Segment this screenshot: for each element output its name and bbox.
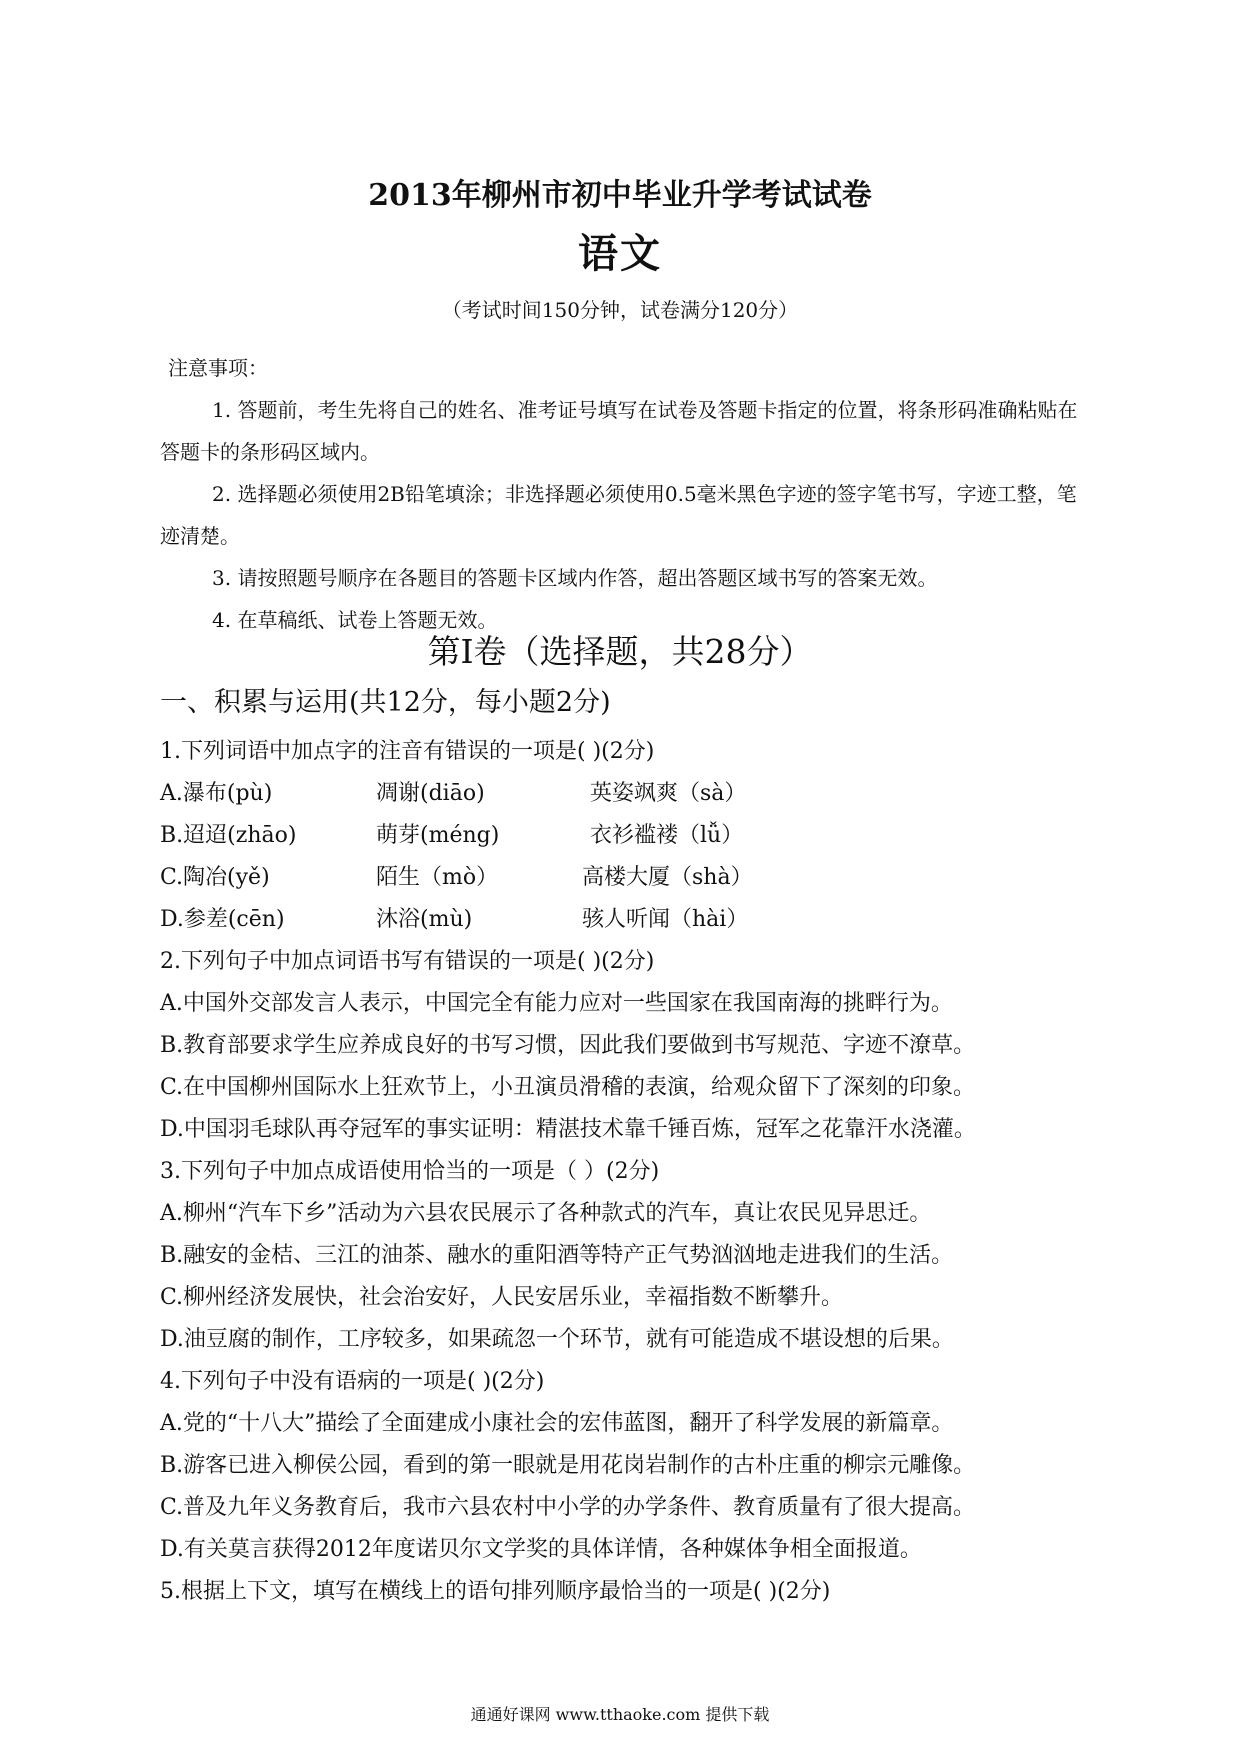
q1-option-c-1: C.陶冶(yě) <box>160 865 270 890</box>
notice-item-4: 4. 在草稿纸、试卷上答题无效。 <box>212 608 498 632</box>
question-2-stem: 2.下列句子中加点词语书写有错误的一项是( )(2分) <box>160 949 655 974</box>
q4-option-d: D.有关莫言获得2012年度诺贝尔文学奖的具体详情，各种媒体争相全面报道。 <box>160 1537 922 1562</box>
q1-option-a-2: 凋谢(diāo) <box>376 781 485 806</box>
notice-title: 注意事项： <box>168 356 268 380</box>
question-4-stem: 4.下列句子中没有语病的一项是( )(2分) <box>160 1369 545 1394</box>
q1-option-d-1: D.参差(cēn) <box>160 907 285 932</box>
section-one-title: 一、积累与运用(共12分，每小题2分) <box>160 687 611 718</box>
q1-option-c-3: 高楼大厦（shà） <box>582 865 753 890</box>
question-3-stem: 3.下列句子中加点成语使用恰当的一项是（ ）(2分) <box>160 1159 660 1184</box>
q1-option-b-2: 萌芽(méng) <box>376 823 500 848</box>
q1-option-d-2: 沐浴(mù) <box>376 907 473 932</box>
exam-title: 2013年柳州市初中毕业升学考试试卷 <box>368 178 872 213</box>
q1-option-a-1: A.瀑布(pù) <box>160 781 273 806</box>
page-footer: 通通好课网 www.tthaoke.com 提供下载 <box>470 1705 770 1724</box>
exam-subject: 语文 <box>578 230 662 277</box>
q4-option-a: A.党的“十八大”描绘了全面建成小康社会的宏伟蓝图，翻开了科学发展的新篇章。 <box>160 1411 954 1436</box>
q1-option-b-3: 衣衫褴褛（lǚ） <box>590 823 744 848</box>
q3-option-a: A.柳州“汽车下乡”活动为六县农民展示了各种款式的汽车，真让农民见异思迁。 <box>160 1201 932 1226</box>
q1-option-a-3: 英姿飒爽（sà） <box>590 781 747 806</box>
notice-item-2: 2. 选择题必须使用2B铅笔填涂；非选择题必须使用0.5毫米黑色字迹的签字笔书写，字迹工整，笔迹清楚。 <box>160 482 1077 548</box>
q2-option-d: D.中国羽毛球队再夺冠军的事实证明：精湛技术靠千锤百炼，冠军之花靠汗水浇灌。 <box>160 1117 976 1142</box>
q4-option-c: C.普及九年义务教育后，我市六县农村中小学的办学条件、教育质量有了很大提高。 <box>160 1495 976 1520</box>
q3-option-d: D.油豆腐的制作，工序较多，如果疏忽一个环节，就有可能造成不堪设想的后果。 <box>160 1327 954 1352</box>
q3-option-c: C.柳州经济发展快，社会治安好，人民安居乐业，幸福指数不断攀升。 <box>160 1285 844 1310</box>
q3-option-b: B.融安的金桔、三江的油茶、融水的重阳酒等特产正气势汹汹地走进我们的生活。 <box>160 1243 954 1268</box>
q1-option-d-3: 骇人听闻（hài） <box>582 907 749 932</box>
q4-option-b: B.游客已进入柳侯公园，看到的第一眼就是用花岗岩制作的古朴庄重的柳宗元雕像。 <box>160 1453 976 1478</box>
q1-option-b-1: B.迢迢(zhāo) <box>160 823 297 848</box>
exam-time-info: （考试时间150分钟，试卷满分120分） <box>441 298 799 322</box>
q1-option-c-2: 陌生（mò） <box>376 865 499 890</box>
q2-option-a: A.中国外交部发言人表示，中国完全有能力应对一些国家在我国南海的挑畔行为。 <box>160 991 953 1016</box>
question-1-stem: 1.下列词语中加点字的注音有错误的一项是( )(2分) <box>160 739 655 764</box>
notice-item-1: 1. 答题前，考生先将自己的姓名、准考证号填写在试卷及答题卡指定的位置，将条形码准确粘贴在答题卡的条形码区域内。 <box>160 398 1078 464</box>
part-one-title: 第Ⅰ卷（选择题，共28分） <box>427 632 813 671</box>
q2-option-c: C.在中国柳州国际水上狂欢节上，小丑演员滑稽的表演，给观众留下了深刻的印象。 <box>160 1075 976 1100</box>
q2-option-b: B.教育部要求学生应养成良好的书写习惯，因此我们要做到书写规范、字迹不潦草。 <box>160 1033 976 1058</box>
notice-item-3: 3. 请按照题号顺序在各题目的答题卡区域内作答，超出答题区域书写的答案无效。 <box>212 566 938 590</box>
question-5-stem: 5.根据上下文，填写在横线上的语句排列顺序最恰当的一项是( )(2分) <box>160 1579 831 1604</box>
